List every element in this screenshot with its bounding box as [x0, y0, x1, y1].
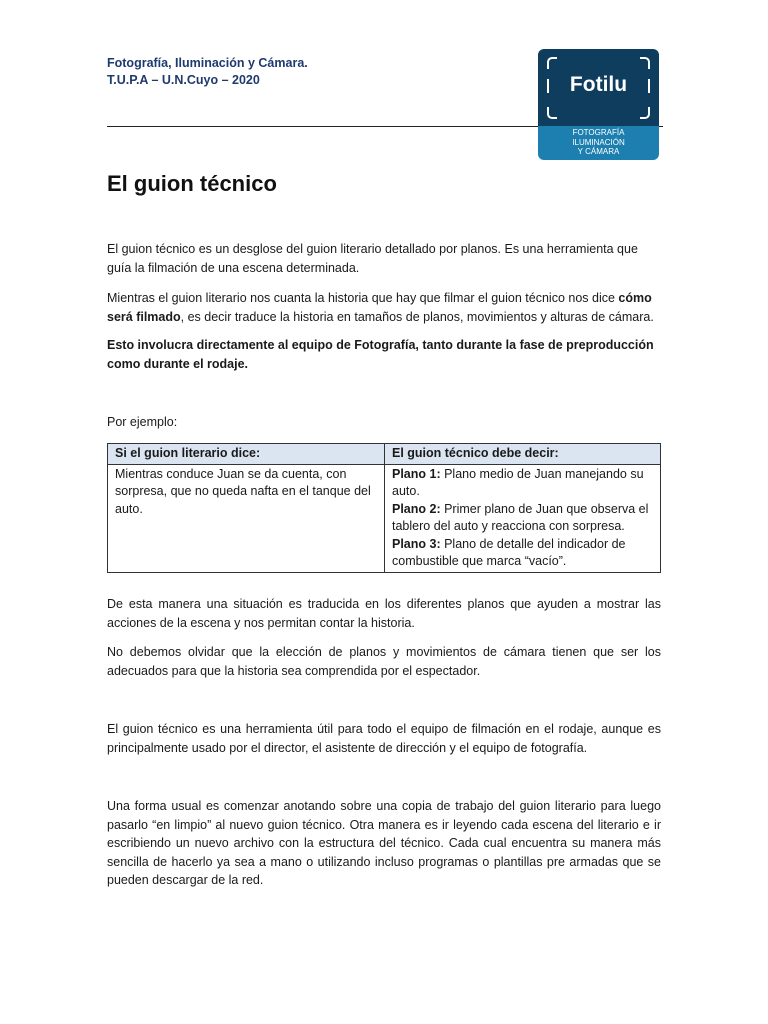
- logo-top-panel: [538, 49, 659, 126]
- example-table: [107, 443, 661, 573]
- table-row: [108, 464, 661, 572]
- page-title: El guion técnico: [107, 171, 277, 196]
- paragraph-text: , es decir traduce la historia en tamaños de planos, movimientos y alturas de cámara.: [180, 309, 654, 324]
- plano-label: Plano 3:: [392, 536, 441, 551]
- plano-item: [392, 466, 653, 501]
- viewfinder-corner-icon: [547, 107, 557, 119]
- header-course-line: Fotografía, Iluminación y Cámara.: [107, 56, 308, 70]
- table-header-row: [108, 444, 661, 465]
- document-header: [107, 55, 308, 89]
- plano-label: Plano 2:: [392, 501, 441, 516]
- header-institution-line: T.U.P.A – U.N.Cuyo – 2020: [107, 73, 260, 87]
- logo-subtitle: [538, 128, 659, 157]
- plano-item: [392, 536, 653, 571]
- logo-wordmark: Fotilu: [569, 73, 628, 96]
- emphasis-text: cómo será filmado: [107, 291, 652, 324]
- photography-team-paragraph: Esto involucra directamente al equipo de Fotografía, tanto durante la fase de preproducción como durante el rodaje.: [107, 338, 654, 371]
- literario-vs-tecnico-paragraph: [107, 289, 661, 326]
- plano-text: Plano de detalle del indicador de combustible que marca “vacío”.: [392, 536, 626, 568]
- logo-bottom-panel: [538, 126, 659, 160]
- table-header-literario: Si el guion literario dice:: [108, 444, 385, 465]
- viewfinder-corner-icon: [547, 57, 557, 69]
- viewfinder-corner-icon: [640, 57, 650, 69]
- literario-cell: Mientras conduce Juan se da cuenta, con sorpresa, que no queda nafta en el tanque del auto.: [108, 464, 385, 572]
- shot-choice-paragraph: No debemos olvidar que la elección de planos y movimientos de cámara tienen que ser los adecuados para que la historia sea comprendida por el espectador.: [107, 645, 661, 678]
- intro-paragraph: El guion técnico es un desglose del guion literario detallado por planos. Es una herramienta que guía la filmación de una escena determinada.: [107, 242, 638, 275]
- tecnico-cell: [385, 464, 661, 572]
- translation-paragraph: De esta manera una situación es traducida en los diferentes planos que ayuden a mostrar las acciones de la escena y nos permitan contar la historia.: [107, 597, 661, 630]
- paragraph-text: Mientras el guion literario nos cuanta la historia que hay que filmar el guion técnico nos dice: [107, 291, 619, 305]
- useful-tool-paragraph: El guion técnico es una herramienta útil para todo el equipo de filmación en el rodaje, aunque es principalmente usado por el director, el asistente de dirección y el equipo de fotografía.: [107, 722, 661, 755]
- viewfinder-corner-icon: [640, 107, 650, 119]
- logo-subtitle-line: ILUMINACIÓN: [572, 137, 625, 147]
- workflow-paragraph: Una forma usual es comenzar anotando sobre una copia de trabajo del guion literario para luego pasarlo “en limpio” al nuevo guion técnico. Otra manera es ir leyendo cada escena del literario e ir escribiendo un nuevo archivo con la estructura del técnico. Cada cual encuentra su manera más sencilla de hacerlo ya sea a mano o utilizando incluso programas o plantillas pre armadas que se pueden descargar de la red.: [107, 799, 661, 887]
- fotilu-logo: [538, 49, 659, 160]
- example-label: Por ejemplo:: [107, 415, 178, 429]
- plano-text: Plano medio de Juan manejando su auto.: [392, 466, 644, 498]
- logo-subtitle-line: FOTOGRAFÍA: [572, 128, 625, 137]
- table-header-tecnico: El guion técnico debe decir:: [385, 444, 661, 465]
- plano-label: Plano 1:: [392, 466, 441, 481]
- plano-text: Primer plano de Juan que observa el tablero del auto y reacciona con sorpresa.: [392, 501, 649, 533]
- plano-item: [392, 501, 653, 536]
- logo-subtitle-line: Y CÁMARA: [577, 147, 620, 156]
